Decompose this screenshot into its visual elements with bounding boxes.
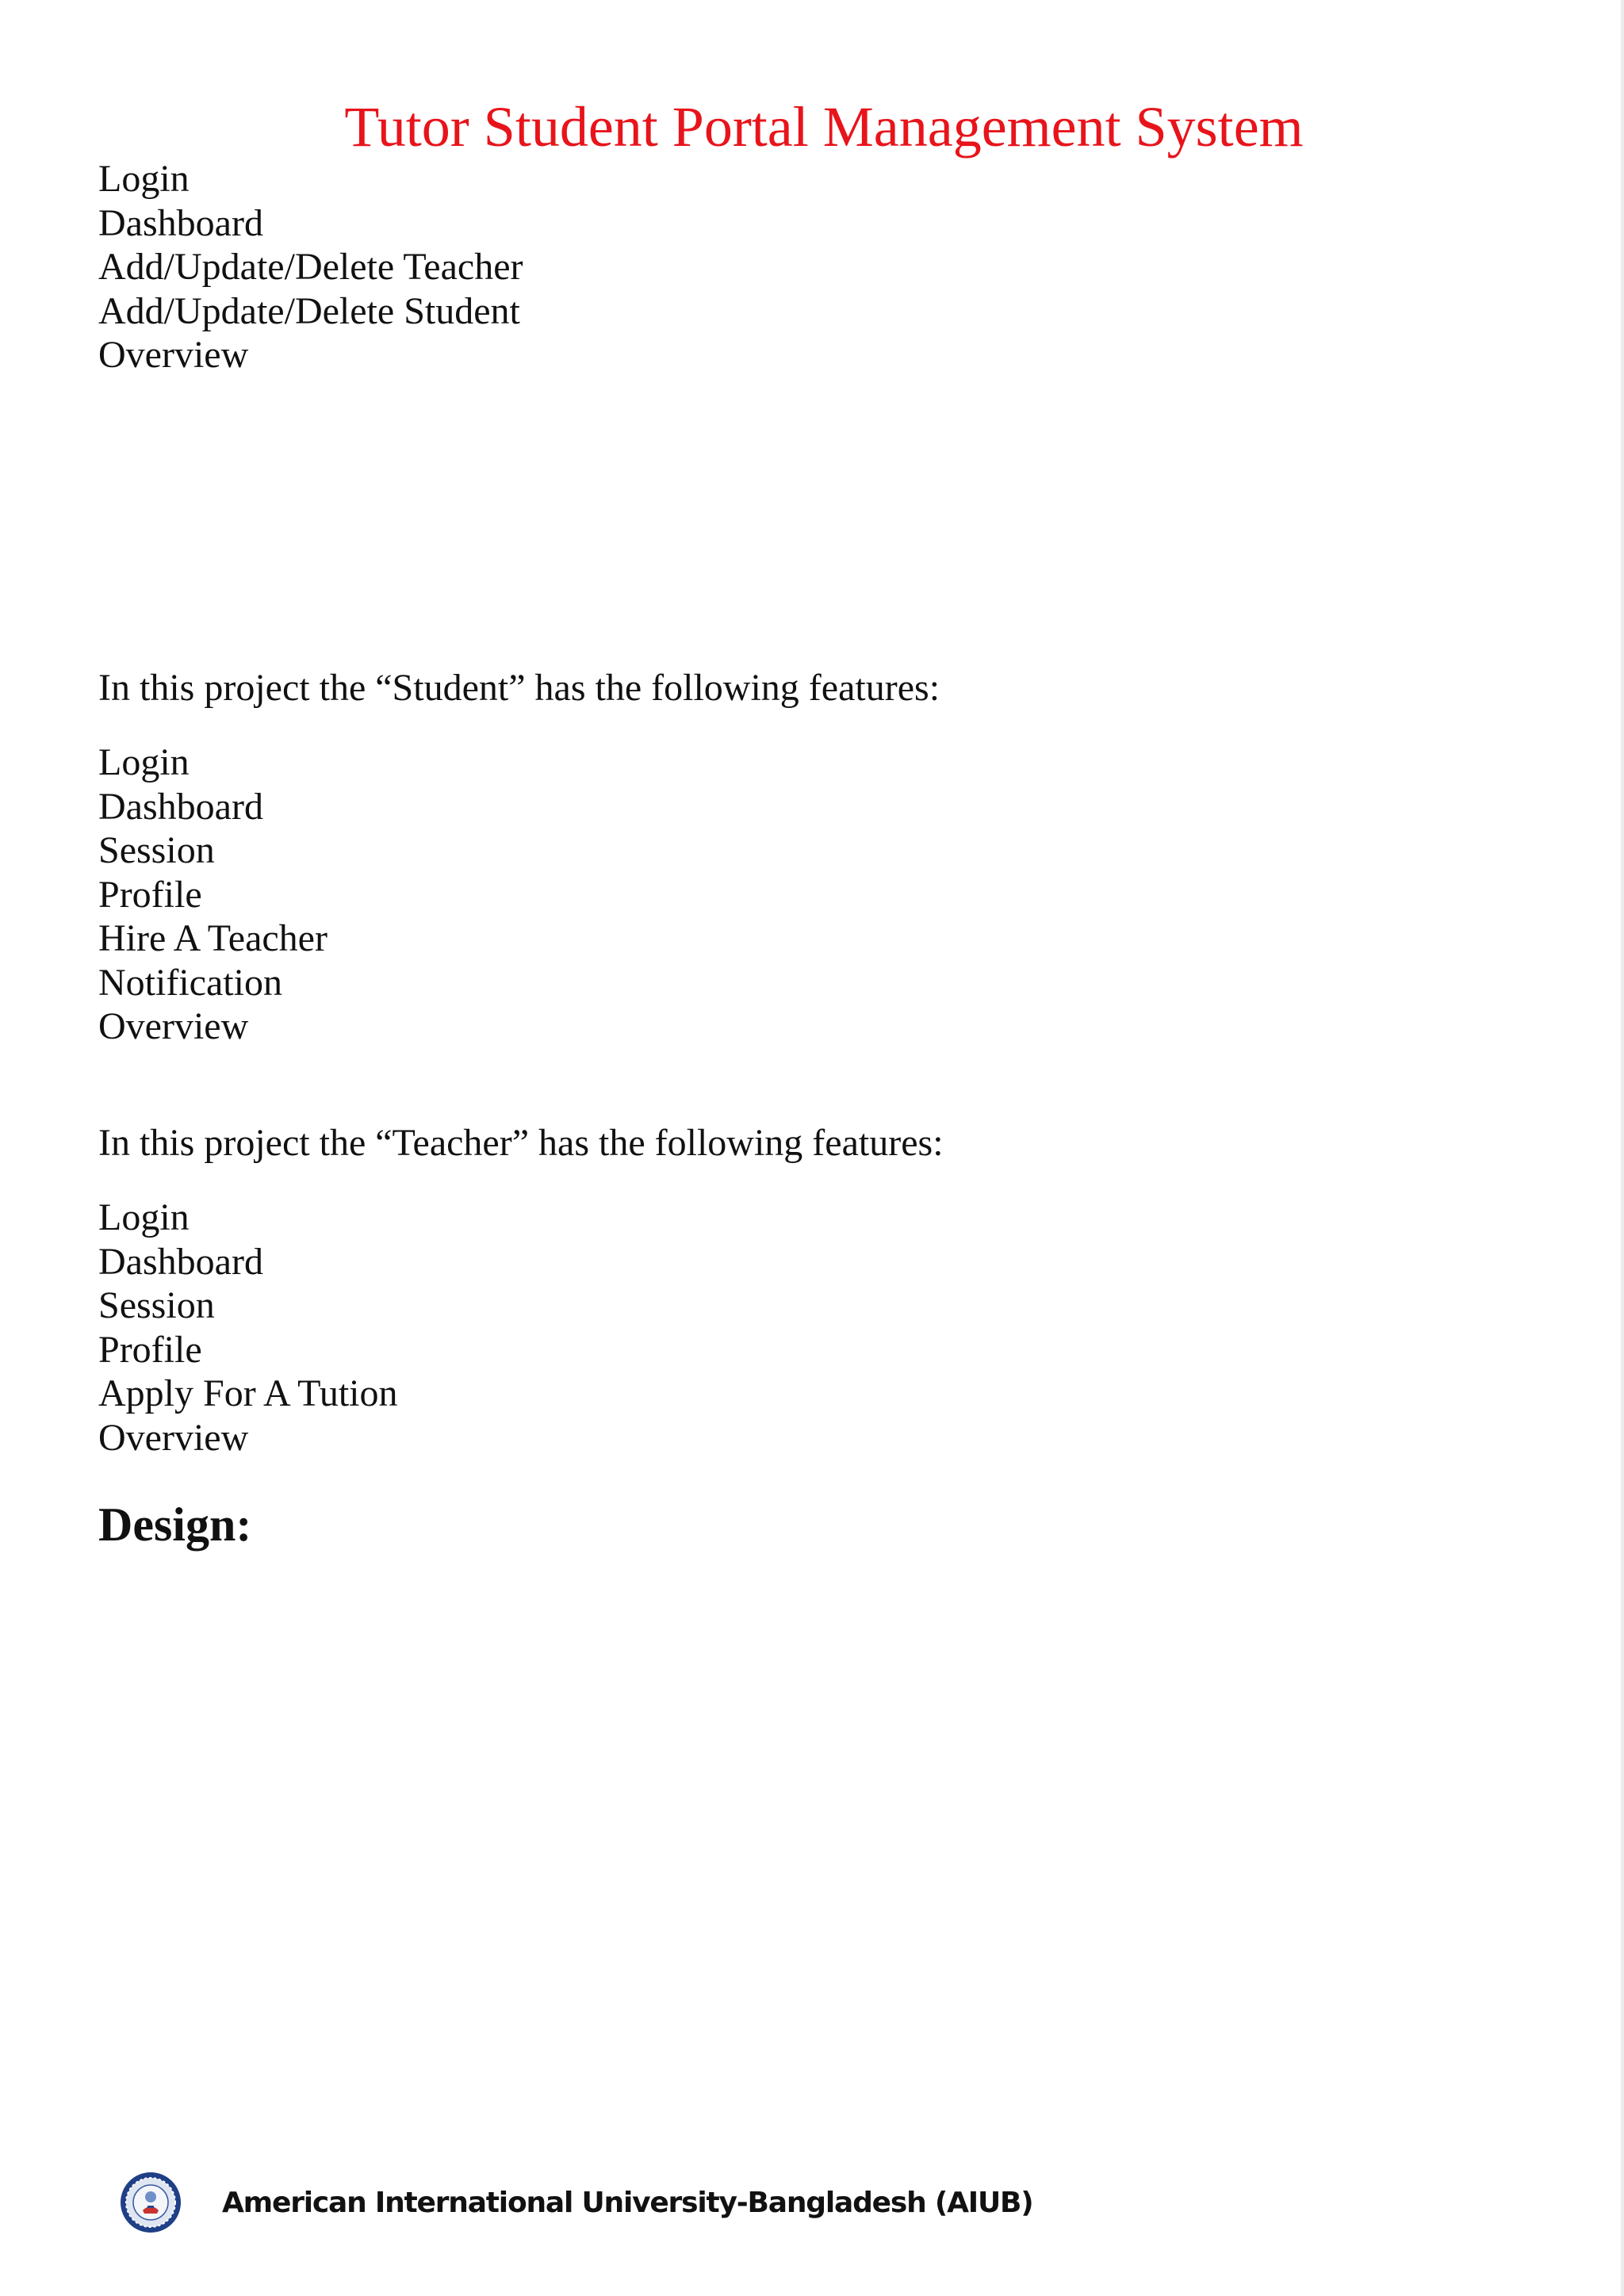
list-item: Apply For A Tution	[98, 1372, 398, 1414]
design-heading: Design:	[98, 1498, 252, 1551]
list-item: Dashboard	[98, 1240, 263, 1283]
institution-name: American International University-Bangladesh (AIUB)	[222, 2186, 1033, 2219]
list-item: Profile	[98, 873, 202, 916]
list-item: Profile	[98, 1328, 202, 1371]
list-item: Session	[98, 829, 215, 871]
list-item: Dashboard	[98, 785, 263, 828]
list-item: Dashboard	[98, 201, 263, 244]
page-edge	[1621, 0, 1624, 2296]
list-item: Login	[98, 158, 190, 200]
list-item: Overview	[98, 334, 249, 376]
university-seal-icon	[119, 2171, 182, 2234]
list-item: Add/Update/Delete Teacher	[98, 246, 523, 288]
teacher-feature-list	[98, 1196, 397, 1460]
document-title: Tutor Student Portal Management System	[344, 95, 1304, 159]
teacher-features-intro: In this project the “Teacher” has the following features:	[98, 1122, 944, 1164]
page-footer	[119, 2169, 1032, 2236]
list-item: Login	[98, 741, 190, 783]
student-feature-list	[98, 740, 327, 1049]
list-item: Overview	[98, 1416, 249, 1459]
list-item: Add/Update/Delete Student	[98, 289, 520, 332]
list-item: Notification	[98, 961, 282, 1004]
list-item: Login	[98, 1196, 190, 1238]
list-item: Hire A Teacher	[98, 917, 327, 959]
admin-feature-list	[98, 157, 523, 377]
student-features-intro: In this project the “Student” has the following features:	[98, 667, 940, 709]
list-item: Overview	[98, 1005, 249, 1047]
list-item: Session	[98, 1284, 215, 1326]
